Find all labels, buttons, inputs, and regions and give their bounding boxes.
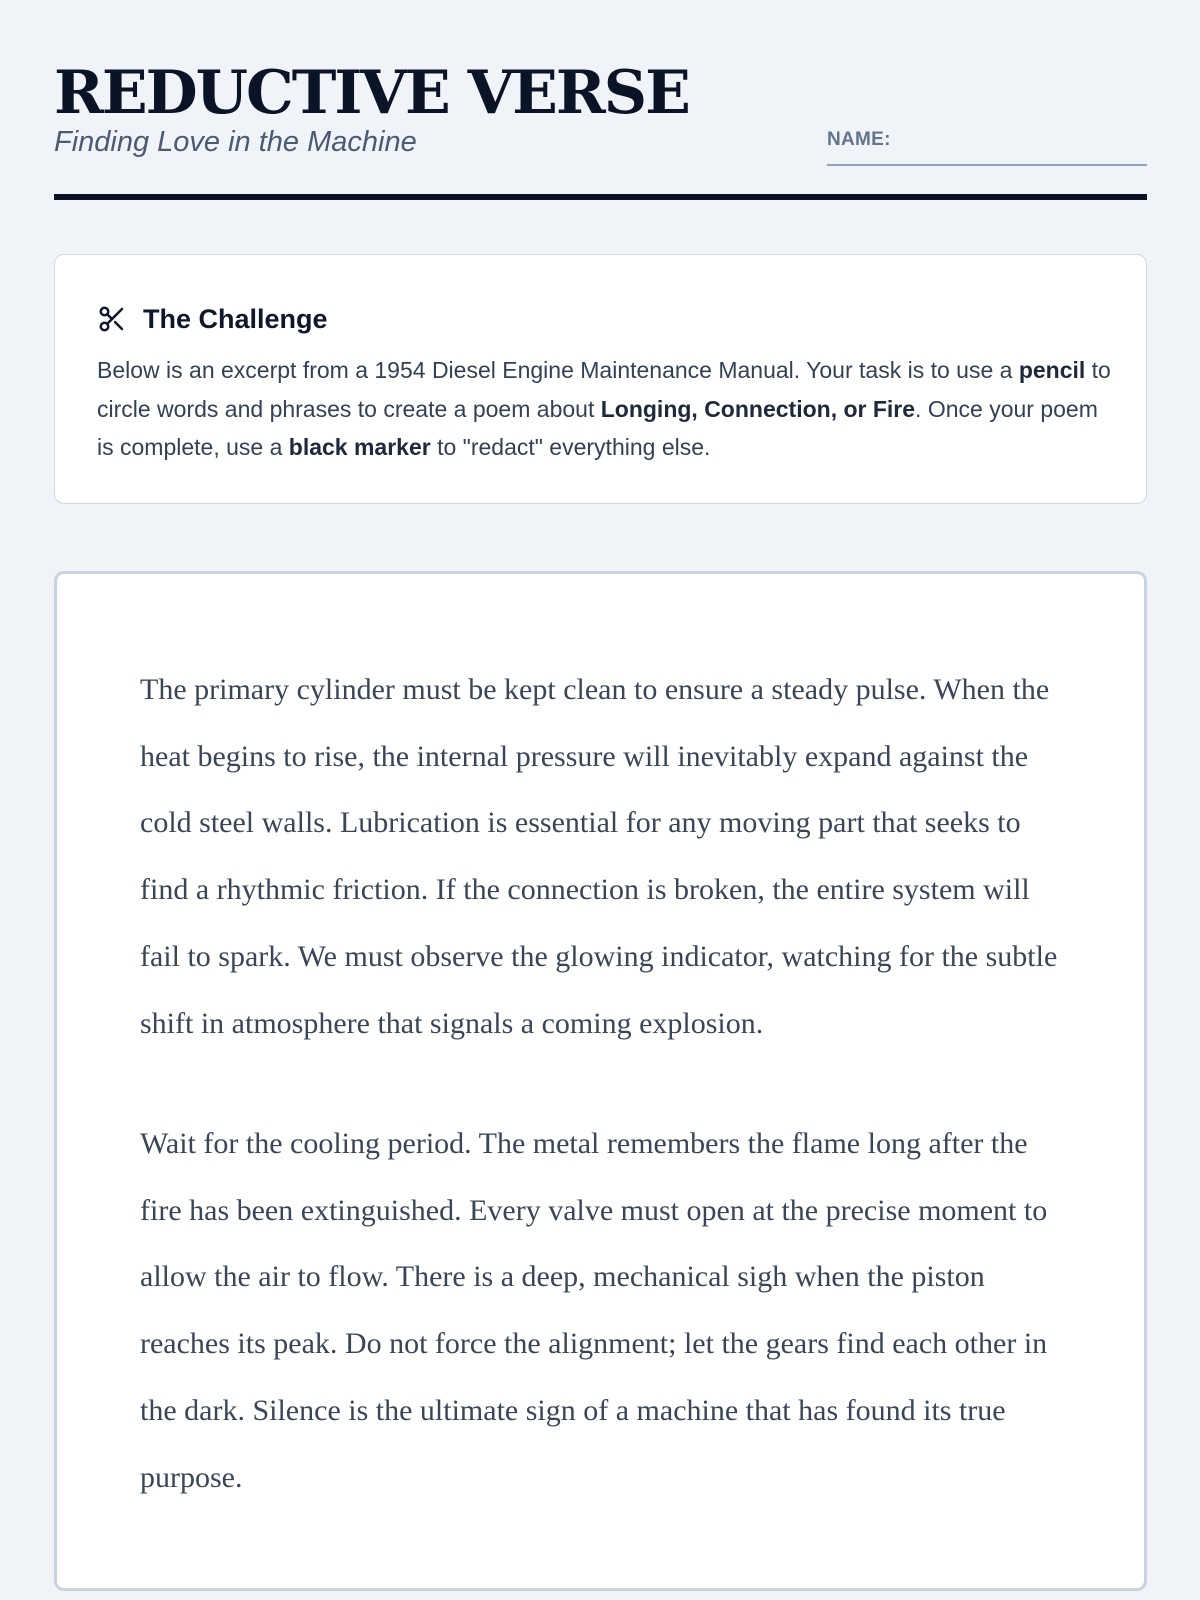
worksheet-header [54, 52, 1147, 200]
instruction-text: to "redact" everything else. [430, 434, 711, 460]
name-label: NAME: [827, 129, 891, 150]
page-subtitle: Finding Love in the Machine [54, 126, 417, 158]
challenge-heading [97, 299, 328, 339]
instruction-emphasis: Longing, Connection, or Fire [600, 395, 916, 422]
excerpt-paragraph[interactable]: Wait for the cooling period. The metal remembers the flame long after the fire has been extinguished. Every valve must open at the precise moment to allow the air to flow. There is a deep, mechanical sigh when the piston reaches its peak. Do not force the alignment; let the gears find each other in the dark. Silence is the ultimate sign of a machine that has found its true purpose. [140, 1127, 1048, 1494]
header-divider [54, 194, 1147, 200]
instruction-emphasis: black marker [288, 434, 431, 460]
instruction-emphasis: pencil [1018, 357, 1086, 383]
excerpt-paragraph[interactable]: The primary cylinder must be kept clean to ensure a steady pulse. When the heat begins to rise, the internal pressure will inevitably expand against the cold steel walls. Lubrication is essential for any moving part that seeks to find a rhythmic friction. If the connection is broken, the entire system will fail to spark. We must observe the glowing indicator, watching for the subtle shift in atmosphere that signals a coming explosion. [140, 673, 1058, 1040]
manual-excerpt [54, 571, 1147, 1591]
challenge-instructions [97, 351, 1117, 467]
instruction-text: Below is an excerpt from a 1954 Diesel Engine Maintenance Manual. Your task is to use a [97, 357, 1019, 383]
page-title: REDUCTIVE VERSE [54, 58, 689, 128]
challenge-card [54, 254, 1147, 504]
challenge-title: The Challenge [143, 303, 328, 334]
instruction-text: . Once your poem is complete, use a [97, 395, 1098, 460]
scissors-icon [97, 304, 127, 334]
instruction-text: to circle words and phrases to create a poem about [97, 357, 1111, 422]
name-field[interactable] [827, 128, 1147, 166]
